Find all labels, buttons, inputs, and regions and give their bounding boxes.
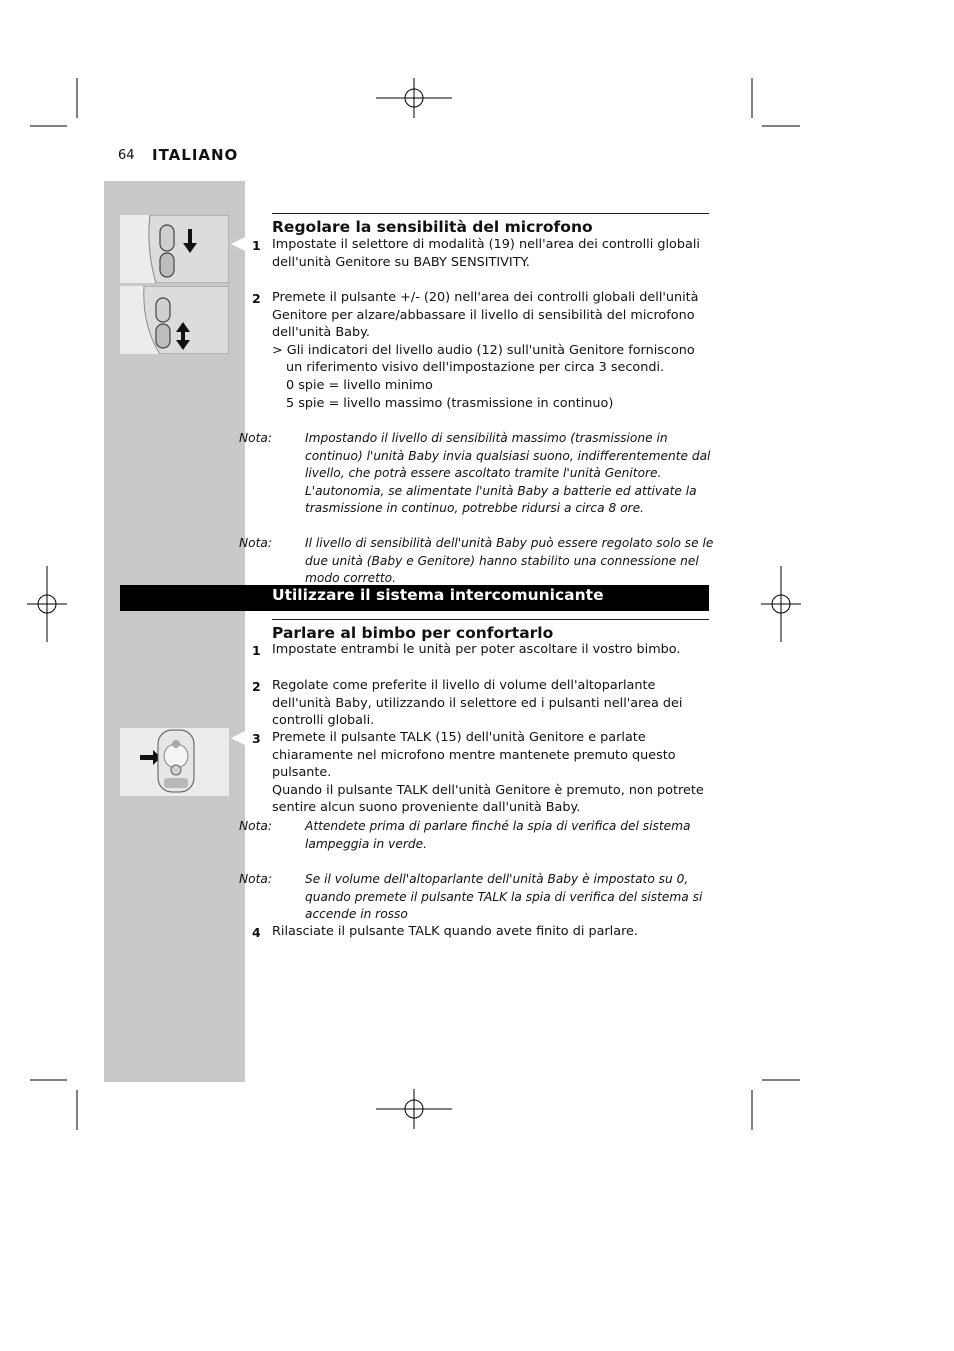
result-text: > Gli indicatori del livello audio (12) sull'unità Genitore forniscono un riferimento visivo dell'impostazione per circa 3 secondi. xyxy=(272,342,695,376)
step-number: 1 xyxy=(252,238,261,253)
device-illustration xyxy=(120,286,229,354)
step-number: 2 xyxy=(252,679,261,694)
step-text: Impostate entrambi le unità per poter ascoltare il vostro bimbo. xyxy=(272,642,681,657)
section-title: Parlare al bimbo per confortarlo xyxy=(272,624,554,642)
level-min-text: 0 spie = livello minimo xyxy=(286,377,433,393)
registration-mark xyxy=(761,566,801,642)
step-extra-text: Quando il pulsante TALK dell'unità Genitore è premuto, non potrete sentire alcun suono proveniente dall'unità Baby. xyxy=(272,782,704,816)
registration-mark xyxy=(376,78,452,118)
device-illustration xyxy=(120,728,229,796)
registration-mark xyxy=(27,566,67,642)
section-rule xyxy=(272,619,709,620)
step-text: Rilasciate il pulsante TALK quando avete finito di parlare. xyxy=(272,924,638,939)
banner-title: Utilizzare il sistema intercomunicante xyxy=(272,586,604,604)
step-number: 3 xyxy=(252,731,261,746)
note: Nota: Il livello di sensibilità dell'unità Baby può essere regolato solo se le due unità (Baby e Genitore) hanno stabilito una connessione nel modo corretto. xyxy=(239,536,714,586)
page-number: 64 xyxy=(118,148,135,163)
note: Nota: Attendete prima di parlare finché la spia di verifica del sistema lampeggia in verde. xyxy=(239,819,691,851)
language-header: ITALIANO xyxy=(152,146,239,164)
step-number: 1 xyxy=(252,643,261,658)
step-text: Impostate il selettore di modalità (19) nell'area dei controlli globali dell'unità Genitore su BABY SENSITIVITY. xyxy=(272,237,700,270)
pointer-icon xyxy=(231,237,245,251)
note: Nota: Se il volume dell'altoparlante dell'unità Baby è impostato su 0, quando premete il pulsante TALK la spia di verifica del sistema si accende in rosso xyxy=(239,872,703,922)
pointer-icon xyxy=(231,731,245,745)
registration-mark xyxy=(376,1089,452,1129)
step-number: 2 xyxy=(252,291,261,306)
step-text: Premete il pulsante +/- (20) nell'area dei controlli globali dell'unità Genitore per alzare/abbassare il livello di sensibilità del microfono dell'unità Baby. > Gli indicatori del livello audio (12) sull'unità Genitore forniscono un riferimento visivo dell'impostazione per circa 3 secondi. 0 spie = livello minimo 5 spie = livello massimo (trasmissione in continuo) xyxy=(272,289,712,412)
step-text: Regolate come preferite il livello di volume dell'altoparlante dell'unità Baby, utilizzando il selettore ed i pulsanti nell'area dei controlli globali. xyxy=(272,678,683,729)
section-rule xyxy=(272,213,709,214)
section-title: Regolare la sensibilità del microfono xyxy=(272,218,593,236)
step-number: 4 xyxy=(252,925,261,940)
level-max-text: 5 spie = livello massimo (trasmissione in continuo) xyxy=(286,395,614,411)
device-illustration xyxy=(120,215,229,283)
step-text: Premete il pulsante TALK (15) dell'unità Genitore e parlate chiaramente nel microfono mentre mantenete premuto questo pulsante. Quando il pulsante TALK dell'unità Genitore è premuto, non potrete sentire alcun suono proveniente dall'unità Baby. xyxy=(272,729,712,817)
note: Nota: Impostando il livello di sensibilità massimo (trasmissione in continuo) l'unità Baby invia qualsiasi suono, indifferentemente dal livello, che potrà essere ascoltato tramite l'unità Genitore. L'autonomia, se alimentate l'unità Baby a batterie ed attivate la trasmissione in continuo, potrebbe ridursi a circa 8 ore. xyxy=(239,431,711,516)
